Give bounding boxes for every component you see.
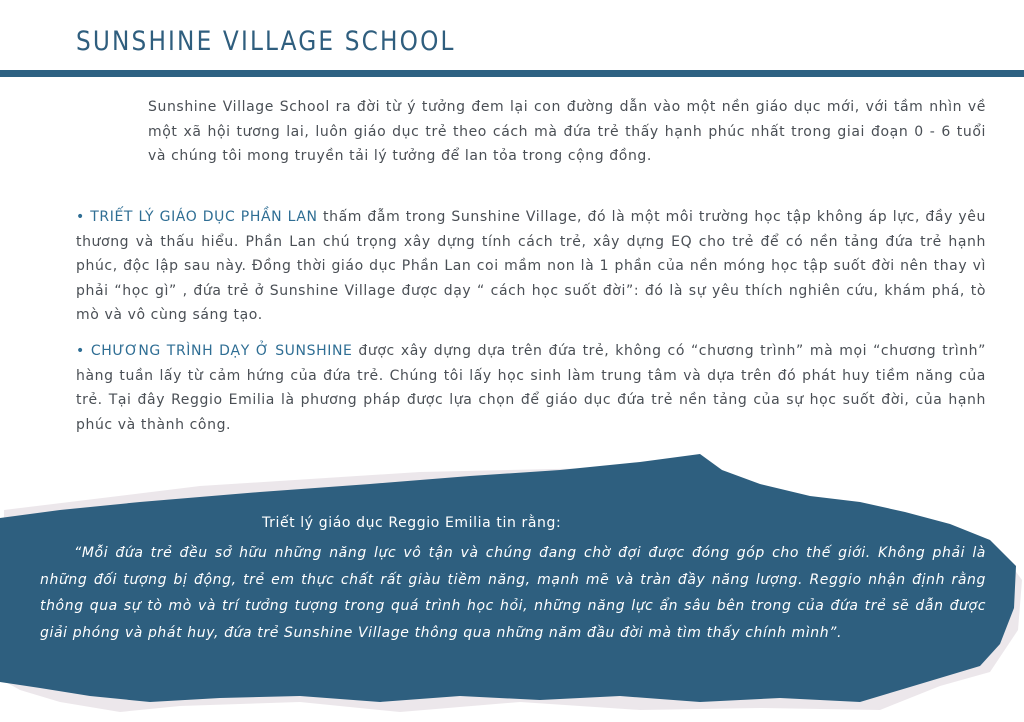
intro-paragraph: Sunshine Village School ra đời từ ý tưởng đem lại con đường dẫn vào một nền giáo dục mới, với tầm nhìn về một xã hội tương lai, luôn giáo dục trẻ theo cách mà đứa trẻ thấy hạnh phúc nhất trong giai đoạn 0 - 6 tuổi và chúng tôi mong truyền tải lý tưởng để lan tỏa trong cộng đồng. (148, 99, 986, 164)
section-heading: TRIẾT LÝ GIÁO DỤC PHẦN LAN (90, 209, 318, 225)
section-finland-philosophy (76, 205, 986, 328)
bullet-marker: • (76, 209, 85, 225)
section-body: thấm đẫm trong Sunshine Village, đó là một môi trường học tập không áp lực, đầy yêu thương và thấu hiểu. Phần Lan chú trọng xây dựng tính cách trẻ, xây dựng EQ cho trẻ để có nền tảng đứa trẻ hạnh phúc, độc lập sau này. Đồng thời giáo dục Phần Lan coi mầm non là 1 phần của nền móng học tập suốt đời nên thay vì phải “học gì” , đứa trẻ ở Sunshine Village được dạy “ cách học suốt đời”: đó là sự yêu thích nghiên cứu, khám phá, tò mò và vô cùng sáng tạo. (76, 209, 986, 323)
reggio-quote: “Mỗi đứa trẻ đều sở hữu những năng lực vô tận và chúng đang chờ đợi được đóng góp cho thế giới. Không phải là những đối tượng bị động, trẻ em thực chất rất giàu tiềm năng, mạnh mẽ và tràn đầy năng lượng. Reggio nhận định rằng thông qua sự tò mò và trí tưởng tượng trong quá trình học hỏi, những năng lực ẩn sâu bên trong của đứa trẻ sẽ dẫn được giải phóng và phát huy, đứa trẻ Sunshine Village thông qua những năm đầu đời mà tìm thấy chính mình”. (40, 545, 986, 641)
quote-intro: Triết lý giáo dục Reggio Emilia tin rằng: (262, 515, 562, 531)
section-curriculum (76, 339, 986, 437)
section-heading: CHƯƠNG TRÌNH DẠY Ở SUNSHINE (90, 343, 353, 359)
header-rule (0, 70, 1024, 77)
bullet-marker: • (76, 343, 85, 359)
page-title: SUNSHINE VILLAGE SCHOOL (76, 26, 456, 57)
section-body: được xây dựng dựa trên đứa trẻ, không có “chương trình” mà mọi “chương trình” hàng tuần lấy từ cảm hứng của đứa trẻ. Chúng tôi lấy học sinh làm trung tâm và dựa trên đó phát huy tiềm năng của trẻ. Tại đây Reggio Emilia là phương pháp được lựa chọn để giáo dục đứa trẻ nền tảng của sự học suốt đời, của hạnh phúc và thành công. (76, 343, 986, 433)
